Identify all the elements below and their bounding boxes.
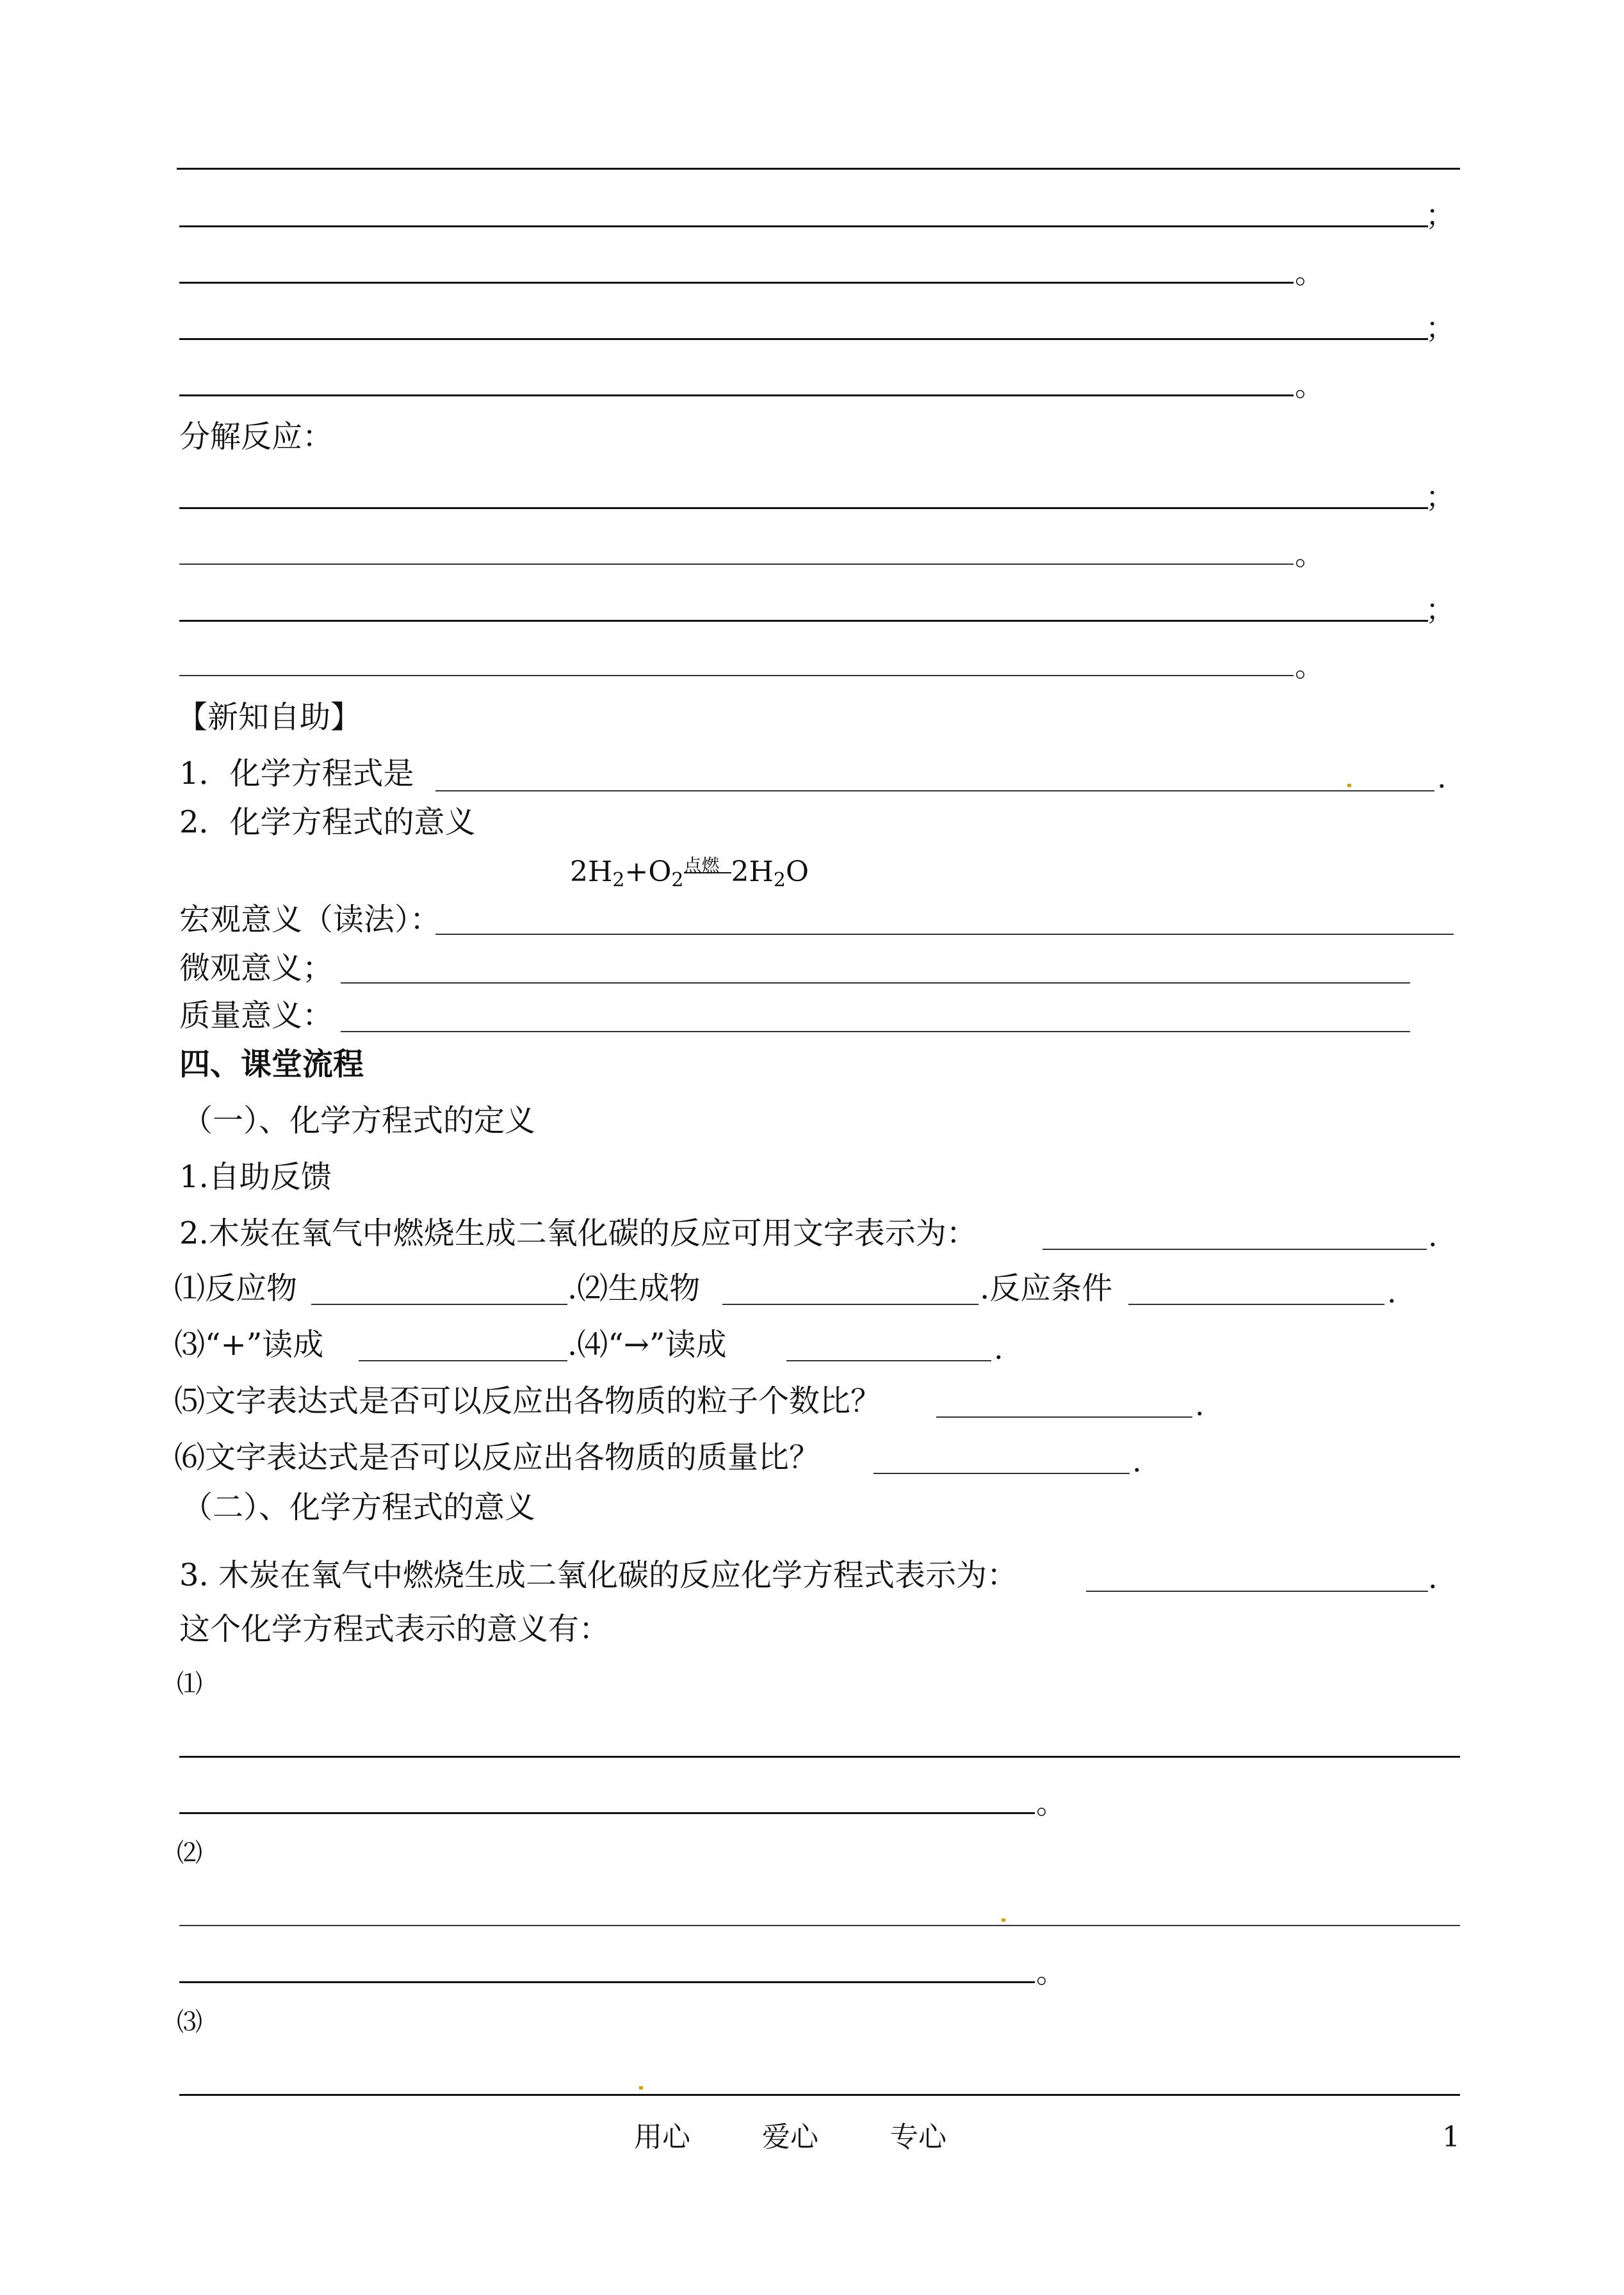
- question-1: [179, 756, 414, 791]
- answer-line: [179, 1756, 1460, 1758]
- chemical-equation: $2H_2+O_2$ 点燃 $2H_2O$: [570, 855, 809, 891]
- answer-line: [179, 1812, 1035, 1814]
- micro-meaning-label: 微观意义；: [179, 950, 334, 986]
- macro-meaning-label: 宏观意义（读法）：: [179, 902, 441, 937]
- period: 。: [1295, 368, 1324, 403]
- fill-blank[interactable]: [1086, 1591, 1428, 1592]
- answer-line: [179, 1981, 1035, 1983]
- item-3-meaning: 这个化学方程式表示的意义有：: [179, 1611, 610, 1647]
- footer-word-3: 专心: [890, 2121, 946, 2153]
- mass-meaning-label: 质量意义：: [179, 998, 334, 1034]
- item-part-5: ⑸文字表达式是否可以反应出各物质的粒子个数比？: [174, 1383, 882, 1419]
- period: 。: [1295, 537, 1324, 572]
- answer-line: [179, 394, 1294, 396]
- footer-word-2: 爱心: [762, 2121, 818, 2153]
- fill-blank[interactable]: [359, 1360, 567, 1361]
- answer-line: [179, 620, 1428, 622]
- subsection-2-heading: （二）、化学方程式的意义: [182, 1489, 536, 1525]
- period: 。: [1036, 1955, 1066, 1990]
- period: 。: [1295, 649, 1324, 683]
- section-xinzhi-heading: 【新知自助】: [177, 699, 362, 735]
- fill-blank[interactable]: [873, 1473, 1130, 1474]
- subsection-1-heading: （一）、化学方程式的定义: [182, 1103, 536, 1139]
- semicolon: ；: [1425, 198, 1455, 232]
- item-3-end: .: [1428, 1561, 1438, 1595]
- item-2: 2.木炭在氧气中燃烧生成二氧化碳的反应可用文字表示为：: [179, 1215, 977, 1251]
- item-2-end: .: [1428, 1219, 1438, 1253]
- question-2: 2．化学方程式的意义: [179, 804, 476, 840]
- reaction-condition-label: .反应条件: [980, 1270, 1113, 1306]
- answer-line: [179, 564, 1294, 565]
- item-part-end: .: [1195, 1388, 1205, 1422]
- item-part-4: .⑷“→”读成: [567, 1327, 727, 1363]
- section-4-heading: 四、课堂流程: [179, 1046, 364, 1082]
- fill-blank[interactable]: [341, 1031, 1410, 1032]
- item-part-2: .⑵生成物: [567, 1270, 701, 1306]
- item-part-end: .: [994, 1331, 1003, 1366]
- item-part-end: .: [1387, 1275, 1397, 1310]
- answer-line: [179, 507, 1428, 509]
- header-rule: [177, 168, 1460, 170]
- item-part-end: .: [1132, 1444, 1142, 1479]
- period: 。: [1036, 1786, 1066, 1821]
- fill-blank[interactable]: [1043, 1249, 1427, 1250]
- fill-blank[interactable]: [936, 1416, 1192, 1418]
- ink-speck: [1002, 1918, 1005, 1922]
- answer-line: [179, 675, 1294, 676]
- reaction-condition: 点燃: [684, 856, 731, 881]
- answer-line: [179, 1925, 1460, 1926]
- question-1-end: .: [1437, 760, 1447, 795]
- period: 。: [1295, 255, 1324, 290]
- answer-line: [179, 225, 1428, 227]
- fill-blank[interactable]: [435, 790, 1434, 791]
- item-part-6: ⑹文字表达式是否可以反应出各物质的质量比？: [174, 1439, 820, 1475]
- enum-1: ⑴: [177, 1669, 202, 1699]
- fill-blank[interactable]: [722, 1304, 978, 1305]
- page-number: 1: [1442, 2121, 1460, 2153]
- enum-3: ⑶: [177, 2007, 202, 2037]
- semicolon: ；: [1425, 592, 1455, 627]
- item-part-1: ⑴反应物: [174, 1270, 298, 1306]
- answer-line: [179, 282, 1294, 284]
- semicolon: ；: [1425, 311, 1455, 345]
- item-1: 1.自助反馈: [179, 1159, 332, 1195]
- item-part-3: ⑶“+”读成: [174, 1327, 324, 1363]
- footer-word-1: 用心: [634, 2121, 690, 2153]
- item-3: 3. 木炭在氧气中燃烧生成二氧化碳的反应化学方程式表示为：: [179, 1557, 1018, 1593]
- question-1-text: 1．化学方程式是: [179, 756, 414, 791]
- fill-blank[interactable]: [1128, 1304, 1384, 1305]
- answer-line: [179, 2094, 1460, 2096]
- ink-speck: [639, 2086, 643, 2089]
- fill-blank[interactable]: [341, 982, 1410, 984]
- fill-blank[interactable]: [786, 1360, 991, 1361]
- fill-blank[interactable]: [311, 1304, 567, 1305]
- fill-blank[interactable]: [435, 934, 1454, 935]
- ink-speck: [1347, 784, 1351, 787]
- answer-line: [179, 338, 1428, 340]
- enum-2: ⑵: [177, 1838, 202, 1868]
- decomposition-label: 分解反应：: [179, 419, 334, 455]
- semicolon: ；: [1425, 480, 1455, 514]
